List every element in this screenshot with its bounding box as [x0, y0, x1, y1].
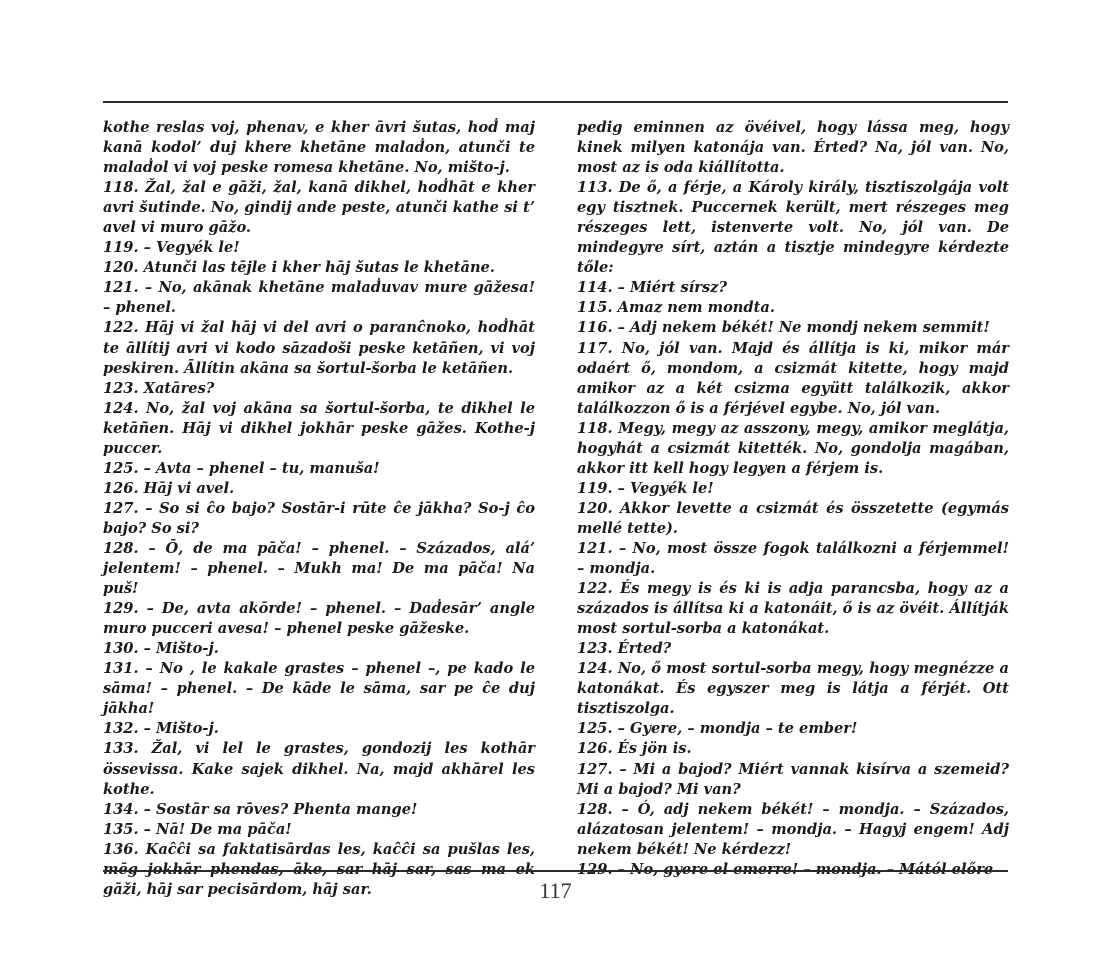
paragraph: kothe reslas voj, phenav, e kher āvri šutas, hoḋ maj kanā kodol’ duj khere khetāne malaḋon, atunči te malaḋol vi voj peske romesa khetāne. No, mišto-j.	[103, 119, 535, 177]
paragraph: 126. Hāj vi avel.	[103, 479, 235, 497]
paragraph: 115. Amaz nem mondta.	[577, 299, 775, 317]
paragraph: 128. – Ó, adj nekem békét! – mondja. – Százados, alázatosan jelentem! – mondja. – Hagyj engem! Adj nekem békét! Ne kérdezz!	[577, 800, 1009, 858]
paragraph: 119. – Vegyék le!	[103, 239, 240, 257]
paragraph: 131. – No , le kakale grastes – phenel –, pe kado le sāma! – phenel. – De kāde le sāma, sar pe ĉe duj jākha!	[103, 660, 535, 718]
paragraph: 121. – No, most össze fogok találkozni a férjemmel! – mondja.	[577, 539, 1009, 578]
paragraph: 128. – Ō, de ma pāča! – phenel. – Százados, alá’ jelentem! – phenel. – Mukh ma! De ma pāča! Na puš!	[103, 539, 535, 598]
paragraph: 129. – De, avta akōrde! – phenel. – Daḋesār’ angle muro pucceri avesa! – phenel peske gāžeske.	[103, 600, 535, 638]
paragraph: 124. No, ő most sortul-sorba megy, hogy megnézze a katonákat. És egyszer meg is látja a férjét. Ott tisztiszolga.	[577, 660, 1009, 718]
paragraph: 127. – Mi a bajod? Miért vannak kisírva a szemeid? Mi a bajod? Mi van?	[577, 760, 1009, 798]
paragraph: 120. Atunči las tējle i kher hāj šutas le khetāne.	[103, 259, 495, 277]
paragraph: pedig eminnen az övéivel, hogy lássa meg, hogy kinek milyen katonája van. Érted? Na, jól van. No, most az is oda kiállította.	[577, 119, 1009, 177]
paragraph: 132. – Mišto-j.	[103, 720, 219, 738]
paragraph: 136. Kaĉĉi sa faktatisārdas les, kaĉĉi sa pušlas les, mēg jokhār phendas, āke, sar hāj sar, sas ma ek gāži, hāj sar pecisārdom, hāj sar.	[103, 840, 535, 898]
paragraph: 118. Megy, megy az asszony, megy, amikor meglátja, hogyhát a csizmát kitették. No, gondolja magában, akkor itt kell hogy legyen a férjem is.	[577, 419, 1009, 477]
paragraph: 134. – Sostār sa rōves? Phenta mange!	[103, 800, 418, 818]
paragraph: 127. – So si ĉo bajo? Sostār-i rūte ĉe jākha? So-j ĉo bajo? So si?	[103, 499, 535, 537]
paragraph: 113. De ő, a férje, a Károly király, tisztiszolgája volt egy tisztnek. Puccernek került, mert részeges meg részeges lett, istenverte volt. No, jól van. De mindegyre sírt, aztán a tisztje mindegyre kérdezte tőle:	[577, 179, 1009, 277]
paragraph: 130. – Mišto-j.	[103, 640, 219, 658]
paragraph: 124. No, žal voj akāna sa šortul-šorba, te dikhel le ketāñen. Hāj vi dikhel jokhār peske gāžes. Kothe-j puccer.	[103, 399, 535, 457]
paragraph: 114. – Miért sírsz?	[577, 279, 727, 297]
paragraph: 126. És jön is.	[577, 740, 692, 758]
paragraph: 123. Érted?	[577, 640, 672, 658]
top-rule	[103, 101, 1008, 103]
paragraph: 125. – Avta – phenel – tu, manuša!	[103, 459, 380, 477]
paragraph: 133. Žal, vi lel le grastes, gondozij les kothār össevissa. Kake sajek dikhel. Na, majd akhārel les kothe.	[103, 740, 535, 798]
paragraph: 119. – Vegyék le!	[577, 479, 714, 497]
bottom-rule	[103, 870, 1008, 872]
paragraph: 125. – Gyere, – mondja – te ember!	[577, 720, 858, 738]
paragraph: 135. – Nā! De ma pāča!	[103, 820, 292, 838]
paragraph: 122. És megy is és ki is adja parancsba, hogy az a százados is állítsa ki a katonáit, ő is az övéit. Állítják most sortul-sorba a katonákat.	[577, 580, 1009, 638]
paragraph: 116. – Adj nekem békét! Ne mondj nekem semmit!	[577, 319, 990, 337]
paragraph: 129. – No, gyere el emerre! – mondja. – Mától előre	[577, 860, 994, 878]
paragraph: 120. Akkor levette a csizmát és összetette (egymás mellé tette).	[577, 499, 1009, 537]
paragraph: 117. No, jól van. Majd és állítja is ki, mikor már odaért ő, mondom, a csizmát kitette, hogy majd amikor az a két csizma együtt találkozik, akkor találkozzon ő is a férjével egybe. No, jól van.	[577, 339, 1009, 417]
page-number: 117	[539, 878, 572, 903]
paragraph: 118. Žal, žal e gāži, žal, kanā dikhel, hoḋhāt e kher avri šutinde. No, gindij ande peste, atunči kathe si t’ avel vi muro gāžo.	[103, 179, 535, 237]
paragraph: 123. Xatāres?	[103, 379, 215, 397]
paragraph: 121. – No, akānak khetāne malaḋuvav mure gāžesa! – phenel.	[103, 279, 535, 317]
paragraph: 122. Hāj vi žal hāj vi del avri o paranĉnoko, hoḋhāt te āllítij avri vi kodo sāzadoši peske ketāñen, vi voj peskiren. Āllítin akāna sa šortul-šorba le ketāñen.	[103, 319, 535, 377]
left-column	[103, 118, 535, 900]
right-column	[577, 118, 1009, 880]
